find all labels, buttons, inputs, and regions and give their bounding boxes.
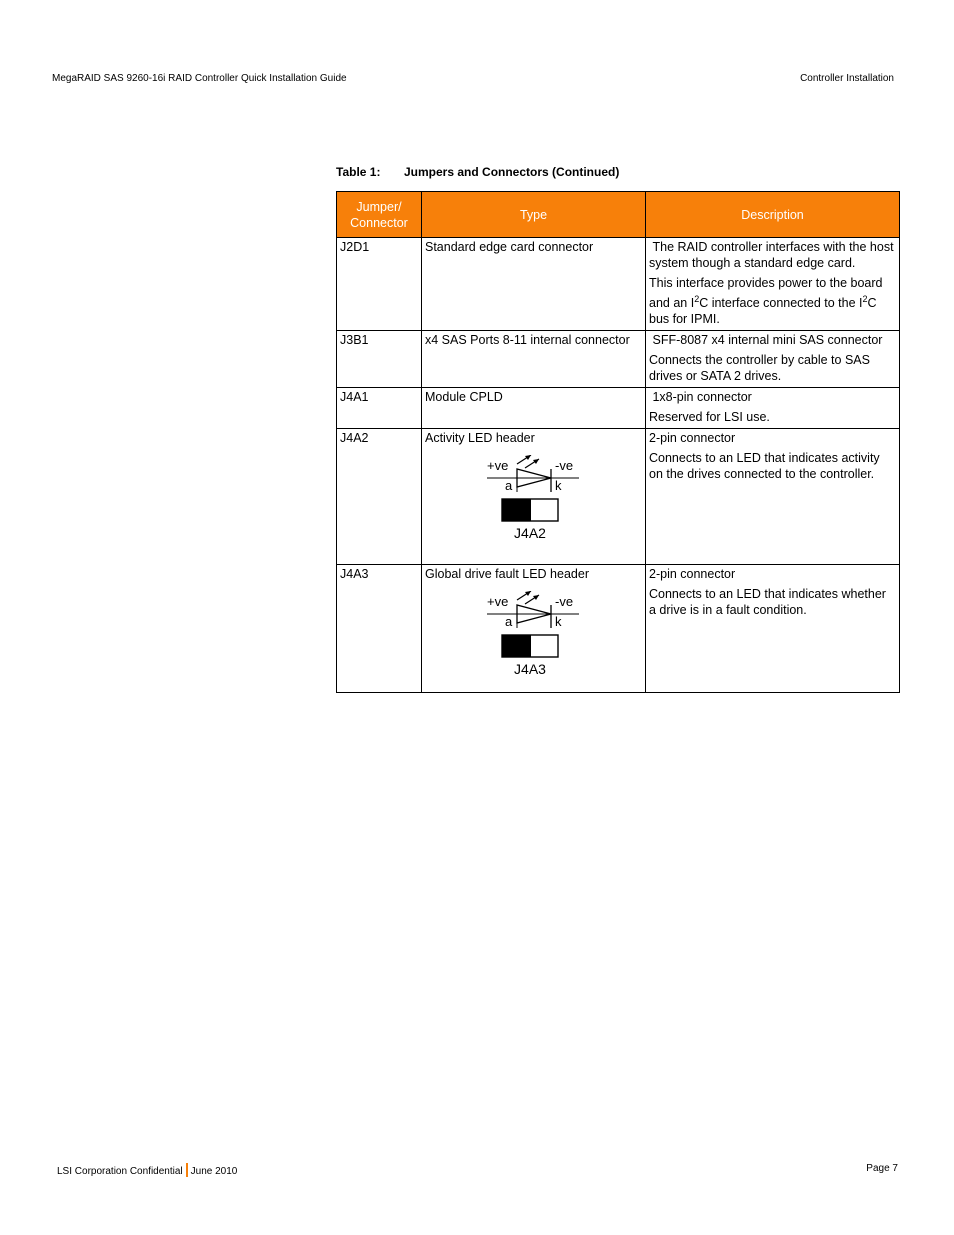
anode-label: a	[505, 614, 513, 630]
description-line	[649, 275, 896, 327]
description-line: Connects to an LED that indicates activity on the drives connected to the controller.	[649, 451, 880, 482]
cell-type: Module CPLD	[422, 388, 646, 429]
cathode-label: k	[555, 478, 562, 494]
light-arrow-head-icon	[533, 459, 539, 464]
footer-confidential	[57, 1163, 237, 1178]
cell-jumper: J3B1	[337, 331, 422, 388]
led-header-diagram	[487, 455, 583, 547]
description-text: This interface provides power to the board and an I	[649, 276, 883, 311]
column-header-type: Type	[422, 192, 646, 238]
description-line: SFF-8087 x4 internal mini SAS connector	[649, 333, 883, 348]
footer-separator	[186, 1163, 188, 1177]
description-line: 2-pin connector	[649, 431, 736, 446]
table-row	[337, 565, 900, 693]
table-caption-title: Jumpers and Connectors (Continued)	[404, 165, 620, 179]
cathode-label: k	[555, 614, 562, 630]
description-line: Connects to an LED that indicates whether a drive is in a fault condition.	[649, 587, 886, 618]
cell-jumper: J4A1	[337, 388, 422, 429]
cell-type: x4 SAS Ports 8-11 internal connector	[422, 331, 646, 388]
anode-label: a	[505, 478, 513, 494]
negative-label: -ve	[555, 458, 574, 474]
cell-description	[646, 429, 900, 565]
table-caption	[336, 165, 619, 180]
table-row	[337, 238, 900, 331]
positive-label: +ve	[487, 594, 509, 610]
table-row	[337, 429, 900, 565]
header-label: J4A2	[514, 525, 546, 542]
superscript: 2	[694, 294, 700, 304]
cell-description	[646, 331, 900, 388]
table-caption-label: Table 1:	[336, 165, 381, 179]
running-header-section: Controller Installation	[800, 73, 894, 84]
column-header-description: Description	[646, 192, 900, 238]
light-arrow-head-icon	[525, 455, 531, 460]
cell-jumper: J4A3	[337, 565, 422, 693]
table-header-row	[337, 192, 900, 238]
description-line: Connects the controller by cable to SAS drives or SATA 2 drives.	[649, 353, 870, 384]
description-line: Reserved for LSI use.	[649, 410, 770, 425]
cell-type	[422, 429, 646, 565]
header-label: J4A3	[514, 661, 546, 678]
negative-label: -ve	[555, 594, 574, 610]
positive-label: +ve	[487, 458, 509, 474]
running-header-title: MegaRAID SAS 9260-16i RAID Controller Quick Installation Guide	[52, 73, 347, 84]
description-line: The RAID controller interfaces with the host system though a standard edge card.	[649, 240, 898, 270]
column-header-jumper: Jumper/ Connector	[337, 192, 422, 238]
cell-jumper: J4A2	[337, 429, 422, 565]
type-label: Global drive fault LED header	[425, 567, 589, 582]
table-row	[337, 331, 900, 388]
light-arrow-head-icon	[533, 595, 539, 600]
type-label: Activity LED header	[425, 431, 535, 446]
cell-jumper: J2D1	[337, 238, 422, 331]
page-number: Page 7	[866, 1163, 898, 1174]
cell-description	[646, 388, 900, 429]
cell-description	[646, 238, 900, 331]
header-pin-filled	[502, 499, 531, 521]
footer-company: LSI Corporation Confidential	[57, 1166, 183, 1177]
cell-type: Standard edge card connector	[422, 238, 646, 331]
description-line: 1x8-pin connector	[649, 390, 752, 405]
jumpers-connectors-table	[336, 191, 900, 693]
description-line: 2-pin connector	[649, 567, 736, 582]
header-pin-filled	[502, 635, 531, 657]
light-arrow-head-icon	[525, 591, 531, 596]
description-text: C interface connected to the I	[699, 296, 863, 311]
footer-date: June 2010	[190, 1166, 238, 1177]
superscript: 2	[862, 294, 868, 304]
cell-type	[422, 565, 646, 693]
table-row	[337, 388, 900, 429]
cell-description	[646, 565, 900, 693]
led-header-diagram	[487, 591, 583, 683]
description-text: C bus for IPMI.	[649, 296, 877, 327]
